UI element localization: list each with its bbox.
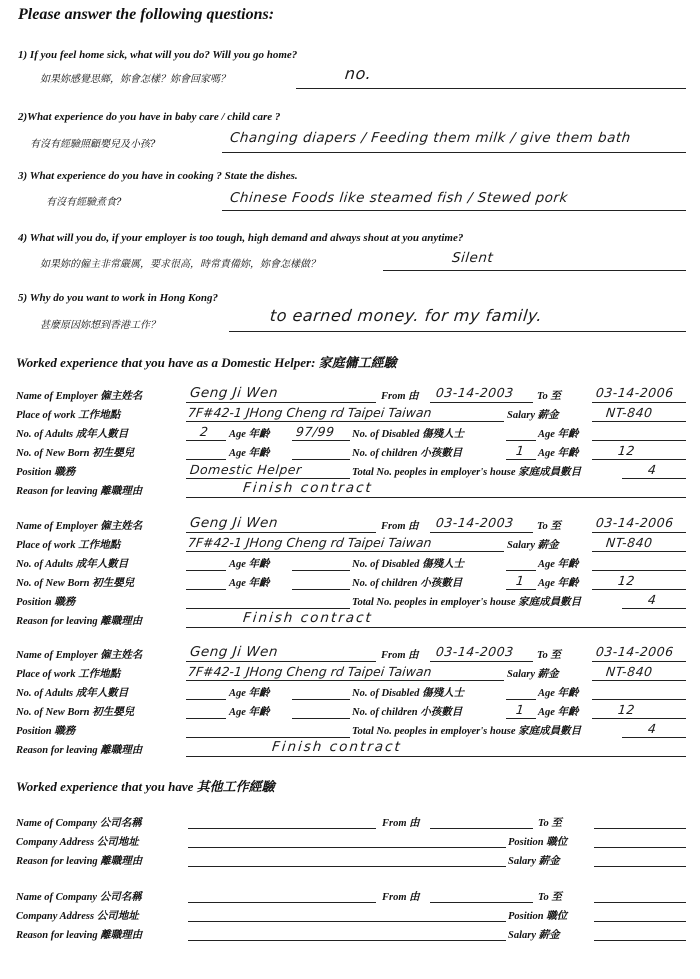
question-5-en: 5) Why do you want to work in Hong Kong?: [18, 292, 218, 304]
adults-age-line: [292, 699, 350, 700]
salary-line: [592, 551, 686, 552]
other-section-title: Worked experience that you have 其他工作經驗: [16, 779, 275, 794]
answer-2[interactable]: Changing diapers / Feeding them milk / give them bath: [229, 130, 632, 146]
other-position-label: Position 職位: [508, 837, 568, 848]
children-age-value[interactable]: 12: [617, 702, 636, 717]
newborn-age-line: [292, 459, 350, 460]
adults-age-value[interactable]: 97/99: [295, 424, 336, 439]
position-line: [186, 737, 350, 738]
employer-label: Name of Employer 僱主姓名: [16, 391, 143, 402]
question-2-zh: 有沒有經驗照顧嬰兒及小孩?: [30, 139, 156, 150]
other-to-line: [594, 902, 686, 903]
children-age-line: [592, 718, 686, 719]
children-age-label: Age 年齡: [538, 707, 579, 718]
to-value[interactable]: 03-14-2006: [595, 644, 675, 659]
other-reason-line: [188, 940, 506, 941]
answer-3[interactable]: Chinese Foods like steamed fish / Stewed pork: [229, 190, 569, 206]
total-value[interactable]: 4: [647, 592, 658, 607]
total-line: [622, 478, 686, 479]
adults-line: [186, 570, 226, 571]
newborn-line: [186, 589, 226, 590]
other-reason-line: [188, 866, 506, 867]
newborn-label: No. of New Born 初生嬰兒: [16, 448, 135, 459]
address-line: [188, 921, 506, 922]
children-age-value[interactable]: 12: [617, 443, 636, 458]
to-line: [592, 661, 686, 662]
disabled-age-line: [592, 440, 686, 441]
place-value[interactable]: 7F#42-1 JHong Cheng rd Taipei Taiwan: [187, 405, 433, 420]
position-line: [186, 478, 350, 479]
adults-value[interactable]: 2: [199, 424, 210, 439]
children-line: [506, 718, 536, 719]
other-to-label: To 至: [538, 818, 562, 829]
other-from-label: From 由: [382, 818, 420, 829]
position-value[interactable]: Domestic Helper: [189, 462, 303, 477]
question-1-en: 1) If you feel home sick, what will you do? Will you go home?: [18, 49, 298, 61]
other-salary-label: Salary 薪金: [508, 856, 560, 867]
answer-1[interactable]: no.: [344, 64, 373, 83]
domestic-section-title: Worked experience that you have as a Domestic Helper: 家庭傭工經驗: [16, 355, 397, 370]
answer-4-line: [383, 270, 686, 271]
question-4-en: 4) What will you do, if your employer is too tough, high demand and always shout at you anytime?: [18, 232, 464, 244]
children-age-line: [592, 589, 686, 590]
reason-label: Reason for leaving 離職理由: [16, 745, 143, 756]
from-value[interactable]: 03-14-2003: [435, 644, 515, 659]
answer-5[interactable]: to earned money. for my family.: [269, 306, 544, 325]
answer-1-line: [296, 88, 686, 89]
position-label: Position 職務: [16, 467, 76, 478]
address-label: Company Address 公司地址: [16, 911, 139, 922]
adults-age-line: [292, 440, 350, 441]
answer-2-line: [222, 152, 686, 153]
employer-line: [186, 532, 376, 533]
reason-label: Reason for leaving 離職理由: [16, 486, 143, 497]
address-label: Company Address 公司地址: [16, 837, 139, 848]
salary-label: Salary 薪金: [507, 669, 559, 680]
place-line: [186, 551, 504, 552]
answer-4[interactable]: Silent: [451, 250, 495, 266]
other-salary-line: [594, 940, 686, 941]
salary-label: Salary 薪金: [507, 410, 559, 421]
question-3-zh: 有沒有經驗煮食?: [46, 197, 122, 208]
newborn-line: [186, 459, 226, 460]
company-line: [188, 828, 376, 829]
total-label: Total No. peoples in employer's house 家庭成員數目: [352, 726, 582, 737]
other-position-line: [594, 847, 686, 848]
adults-label: No. of Adults 成年人數目: [16, 429, 129, 440]
from-line: [430, 532, 533, 533]
question-1-zh: 如果妳感覺思鄉，妳會怎樣？妳會回家嗎？: [40, 74, 230, 85]
other-position-line: [594, 921, 686, 922]
from-label: From 由: [381, 521, 419, 532]
other-from-line: [430, 902, 533, 903]
from-label: From 由: [381, 391, 419, 402]
adults-line: [186, 440, 226, 441]
reason-line: [186, 627, 686, 628]
disabled-age-label: Age 年齡: [538, 559, 579, 570]
children-label: No. of children 小孩數目: [352, 707, 463, 718]
children-age-value[interactable]: 12: [617, 573, 636, 588]
newborn-age-label: Age 年齡: [229, 707, 270, 718]
children-age-label: Age 年齡: [538, 578, 579, 589]
disabled-age-line: [592, 699, 686, 700]
other-to-label: To 至: [538, 892, 562, 903]
total-label: Total No. peoples in employer's house 家庭成員數目: [352, 467, 582, 478]
to-line: [592, 402, 686, 403]
from-line: [430, 402, 533, 403]
reason-line: [186, 756, 686, 757]
total-line: [622, 608, 686, 609]
total-value[interactable]: 4: [647, 462, 658, 477]
children-age-line: [592, 459, 686, 460]
other-reason-label: Reason for leaving 離職理由: [16, 856, 143, 867]
from-value[interactable]: 03-14-2003: [435, 385, 515, 400]
children-line: [506, 459, 536, 460]
newborn-age-line: [292, 589, 350, 590]
reason-value[interactable]: Finish contract: [242, 610, 374, 626]
disabled-line: [506, 570, 536, 571]
to-line: [592, 532, 686, 533]
other-to-line: [594, 828, 686, 829]
newborn-label: No. of New Born 初生嬰兒: [16, 707, 135, 718]
reason-label: Reason for leaving 離職理由: [16, 616, 143, 627]
total-value[interactable]: 4: [647, 721, 658, 736]
to-label: To 至: [537, 521, 561, 532]
children-value[interactable]: 1: [515, 443, 526, 458]
disabled-age-label: Age 年齡: [538, 688, 579, 699]
company-label: Name of Company 公司名稱: [16, 892, 142, 903]
reason-value[interactable]: Finish contract: [271, 739, 403, 755]
company-line: [188, 902, 376, 903]
from-value[interactable]: 03-14-2003: [435, 515, 515, 530]
adults-age-label: Age 年齡: [229, 688, 270, 699]
employer-value[interactable]: Geng Ji Wen: [189, 644, 279, 660]
disabled-age-label: Age 年齡: [538, 429, 579, 440]
page-title: Please answer the following questions:: [18, 6, 275, 23]
position-line: [186, 608, 350, 609]
to-value[interactable]: 03-14-2006: [595, 385, 675, 400]
address-line: [188, 847, 506, 848]
question-2-en: 2)What experience do you have in baby care / child care ?: [18, 111, 281, 123]
from-label: From 由: [381, 650, 419, 661]
other-position-label: Position 職位: [508, 911, 568, 922]
to-label: To 至: [537, 391, 561, 402]
salary-label: Salary 薪金: [507, 540, 559, 551]
place-line: [186, 680, 504, 681]
answer-5-line: [229, 331, 686, 332]
place-label: Place of work 工作地點: [16, 540, 121, 551]
newborn-age-line: [292, 718, 350, 719]
salary-line: [592, 680, 686, 681]
adults-label: No. of Adults 成年人數目: [16, 688, 129, 699]
employer-value[interactable]: Geng Ji Wen: [189, 515, 279, 531]
to-value[interactable]: 03-14-2006: [595, 515, 675, 530]
reason-line: [186, 497, 686, 498]
disabled-line: [506, 440, 536, 441]
children-value[interactable]: 1: [515, 702, 526, 717]
disabled-label: No. of Disabled 傷殘人士: [352, 559, 464, 570]
children-line: [506, 589, 536, 590]
children-value[interactable]: 1: [515, 573, 526, 588]
employer-line: [186, 402, 376, 403]
adults-age-line: [292, 570, 350, 571]
place-value[interactable]: 7F#42-1 JHong Cheng rd Taipei Taiwan: [187, 664, 433, 679]
adults-age-label: Age 年齡: [229, 429, 270, 440]
employer-line: [186, 661, 376, 662]
other-salary-line: [594, 866, 686, 867]
children-label: No. of children 小孩數目: [352, 578, 463, 589]
question-4-zh: 如果妳的僱主非常嚴厲，要求很高，時常責備妳，妳會怎樣做？: [40, 259, 320, 270]
answer-3-line: [222, 210, 686, 211]
position-label: Position 職務: [16, 597, 76, 608]
disabled-line: [506, 699, 536, 700]
other-from-label: From 由: [382, 892, 420, 903]
total-label: Total No. peoples in employer's house 家庭成員數目: [352, 597, 582, 608]
place-line: [186, 421, 504, 422]
place-label: Place of work 工作地點: [16, 410, 121, 421]
question-5-zh: 甚麼原因妳想到香港工作？: [40, 320, 160, 331]
to-label: To 至: [537, 650, 561, 661]
total-line: [622, 737, 686, 738]
newborn-line: [186, 718, 226, 719]
place-value[interactable]: 7F#42-1 JHong Cheng rd Taipei Taiwan: [187, 535, 433, 550]
newborn-label: No. of New Born 初生嬰兒: [16, 578, 135, 589]
salary-value[interactable]: NT-840: [605, 535, 654, 550]
adults-age-label: Age 年齡: [229, 559, 270, 570]
salary-value[interactable]: NT-840: [605, 664, 654, 679]
disabled-label: No. of Disabled 傷殘人士: [352, 429, 464, 440]
newborn-age-label: Age 年齡: [229, 578, 270, 589]
position-label: Position 職務: [16, 726, 76, 737]
employer-label: Name of Employer 僱主姓名: [16, 521, 143, 532]
disabled-label: No. of Disabled 傷殘人士: [352, 688, 464, 699]
other-reason-label: Reason for leaving 離職理由: [16, 930, 143, 941]
children-label: No. of children 小孩數目: [352, 448, 463, 459]
employer-value[interactable]: Geng Ji Wen: [189, 385, 279, 401]
reason-value[interactable]: Finish contract: [242, 480, 374, 496]
question-3-en: 3) What experience do you have in cooking ? State the dishes.: [18, 170, 298, 182]
place-label: Place of work 工作地點: [16, 669, 121, 680]
employer-label: Name of Employer 僱主姓名: [16, 650, 143, 661]
salary-line: [592, 421, 686, 422]
adults-line: [186, 699, 226, 700]
company-label: Name of Company 公司名稱: [16, 818, 142, 829]
other-from-line: [430, 828, 533, 829]
adults-label: No. of Adults 成年人數目: [16, 559, 129, 570]
from-line: [430, 661, 533, 662]
newborn-age-label: Age 年齡: [229, 448, 270, 459]
salary-value[interactable]: NT-840: [605, 405, 654, 420]
other-salary-label: Salary 薪金: [508, 930, 560, 941]
children-age-label: Age 年齡: [538, 448, 579, 459]
disabled-age-line: [592, 570, 686, 571]
